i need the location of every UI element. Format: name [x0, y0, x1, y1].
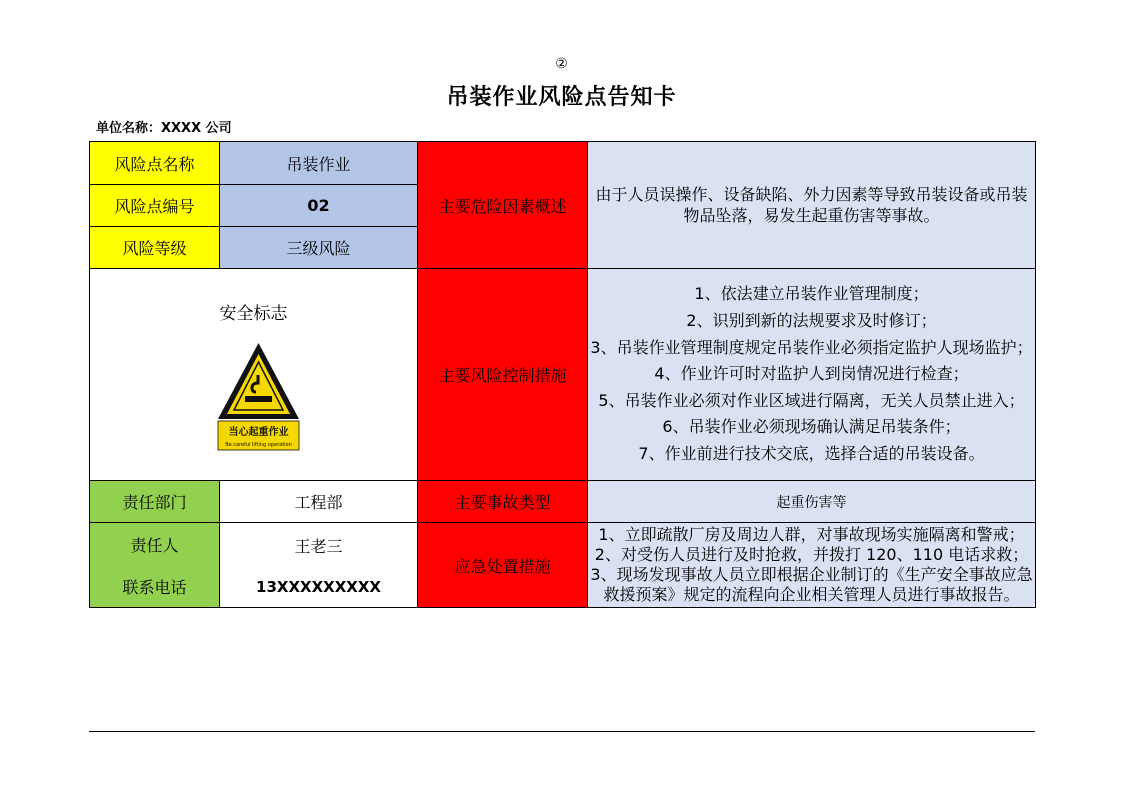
risk-no-label: 风险点编号	[90, 185, 220, 227]
safety-sign-label: 安全标志	[219, 304, 288, 324]
unit-name: 单位名称：XXXX 公司	[96, 121, 232, 136]
dept-label: 责任部门	[90, 481, 220, 523]
control-item: 2、识别到新的法规要求及时修订；	[686, 311, 937, 331]
control-item: 3、吊装作业管理制度规定吊装作业必须指定监护人现场监护；	[590, 337, 1033, 357]
risk-level-label: 风险等级	[90, 227, 220, 269]
accident-value: 起重伤害等	[588, 481, 1036, 523]
hazard-label: 主要危险因素概述	[418, 142, 588, 269]
control-label: 主要风险控制措施	[418, 269, 588, 481]
control-item: 7、作业前进行技术交底，选择合适的吊装设备。	[638, 443, 985, 463]
sign-text-en: Be careful lifting operation	[225, 442, 292, 448]
hazard-text: 由于人员误操作、设备缺陷、外力因素等导致吊装设备或吊装物品坠落，易发生起重伤害等事故。	[588, 142, 1036, 269]
risk-name-value: 吊装作业	[220, 142, 418, 185]
control-measures	[588, 269, 1036, 481]
control-item: 5、吊装作业必须对作业区域进行隔离，无关人员禁止进入；	[598, 390, 1025, 410]
page-title: 吊装作业风险点告知卡	[446, 85, 677, 110]
lifting-warning-sign-icon	[216, 341, 301, 451]
accident-label: 主要事故类型	[418, 481, 588, 523]
emergency-item: 1、立即疏散厂房及周边人群，对事故现场实施隔离和警戒；	[598, 525, 1025, 544]
control-item: 1、依法建立吊装作业管理制度；	[694, 284, 929, 304]
risk-notice-card	[89, 141, 1036, 608]
risk-level-value: 三级风险	[220, 227, 418, 269]
person-label: 责任人	[130, 535, 179, 555]
control-item: 6、吊装作业必须现场确认满足吊装条件；	[662, 417, 961, 437]
sign-load	[245, 396, 272, 402]
dept-value: 工程部	[220, 481, 418, 523]
phone-value: 13XXXXXXXXX	[256, 578, 381, 597]
footer-rule	[89, 731, 1035, 732]
risk-no-value: 02	[220, 185, 418, 227]
safety-sign-cell	[90, 269, 418, 481]
emergency-item: 3、现场发现事故人员立即根据企业制订的《生产安全事故应急救援预案》规定的流程向企业相关管理人员进行事故报告。	[590, 565, 1033, 604]
control-item: 4、作业许可时对监护人到岗情况进行检查；	[654, 364, 969, 384]
page-marker: ②	[555, 56, 568, 72]
emergency-label: 应急处置措施	[418, 523, 588, 608]
phone-label: 联系电话	[122, 577, 187, 597]
person-values	[220, 523, 418, 608]
emergency-measures	[588, 523, 1036, 608]
person-labels	[90, 523, 220, 608]
emergency-item: 2、对受伤人员进行及时抢救，并拨打 120、110 电话求救；	[594, 545, 1029, 564]
risk-name-label: 风险点名称	[90, 142, 220, 185]
sign-text-cn: 当心起重作业	[228, 427, 289, 438]
person-value: 王老三	[294, 536, 343, 556]
